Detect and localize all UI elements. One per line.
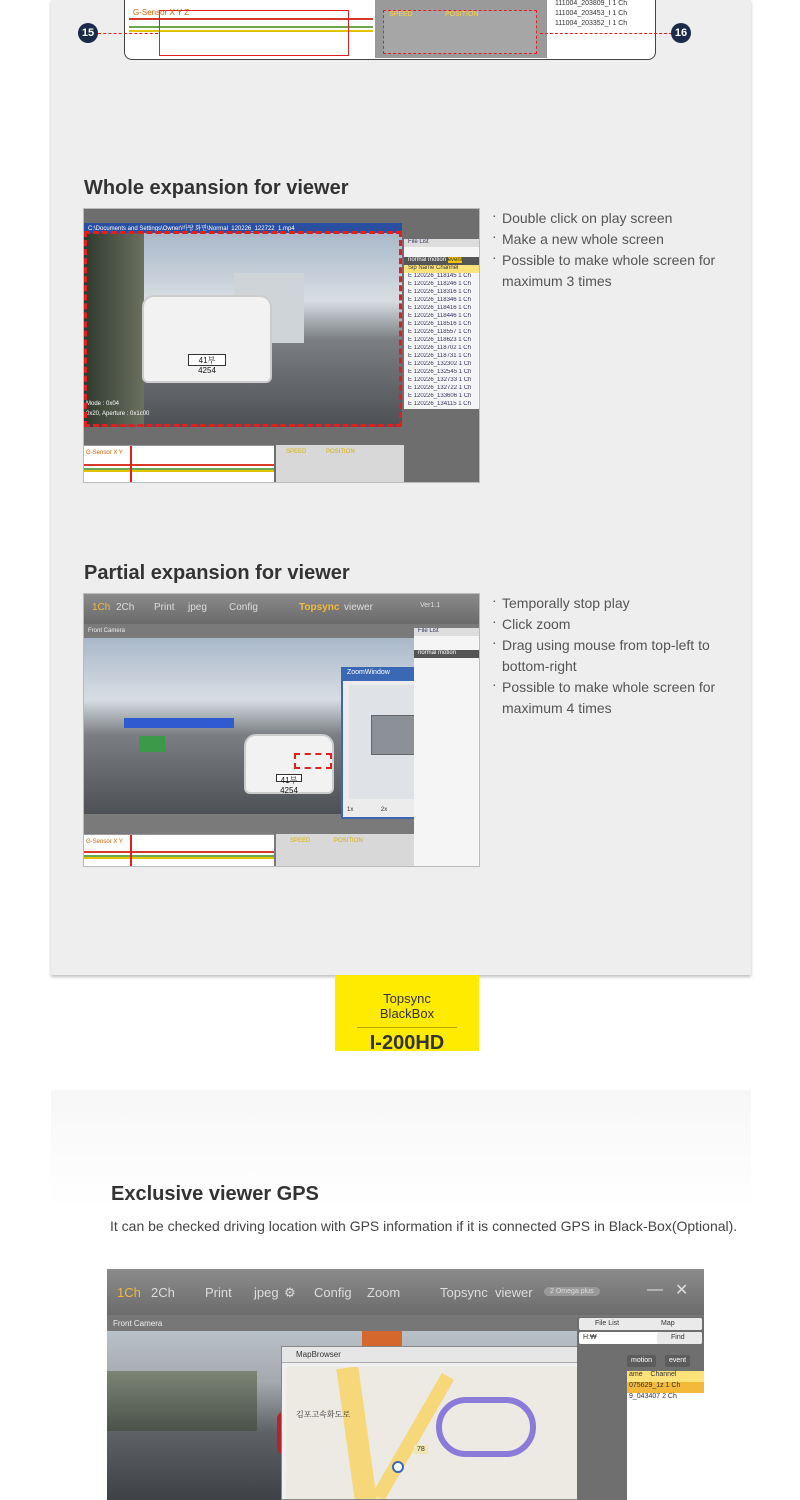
car-image: 41부 4254 (244, 734, 334, 794)
zoom-window-title: ZoomWindow (343, 669, 459, 681)
app-brand-suffix: viewer (495, 1285, 533, 1300)
product-brand: Topsync BlackBox (357, 991, 457, 1028)
list-item[interactable]: E 120226_118702 1 Ch (408, 345, 471, 351)
callout-line-16 (540, 33, 672, 34)
file-row[interactable]: 111004_203352_I 1 Ch (555, 20, 628, 27)
tab-event[interactable]: event (665, 1355, 690, 1367)
callout-badge-15: 15 (78, 23, 98, 43)
file-list (555, 0, 655, 30)
map-button[interactable]: Map (657, 1318, 702, 1330)
list-item[interactable]: E 120226_132733 1 Ch (408, 377, 472, 383)
list-item[interactable]: E 120226_118557 1 Ch (408, 329, 471, 335)
list-item[interactable]: E 120226_132302 1 Ch (408, 361, 472, 367)
map-browser-title: MapBrowser (282, 1347, 625, 1363)
file-list-panel (577, 1317, 704, 1500)
version-badge: 2 Omega plus (544, 1287, 600, 1296)
list-item[interactable]: E 120226_132722 1 Ch (408, 385, 472, 391)
zoom-1x[interactable]: 1x (347, 807, 354, 813)
tab-motion[interactable]: motion (438, 650, 457, 656)
position-label: POSITION (445, 11, 479, 18)
file-list-button[interactable]: File List (579, 1318, 702, 1330)
speed-position-panel: SPEED POSITION (276, 445, 404, 483)
gsensor-label: G-Sensor X Y Z (133, 8, 190, 17)
viewer-titlebar (84, 594, 479, 624)
file-list-panel (404, 239, 480, 409)
list-item[interactable]: E 120226_118446 1 Ch (408, 313, 471, 319)
file-row[interactable]: 111004_203809_I 1 Ch (555, 0, 628, 7)
print-button[interactable]: Print (154, 602, 175, 613)
whole-expansion-bullets (492, 208, 722, 292)
bullet-item: · Double click on play screen (492, 208, 722, 229)
video-window-title: C:\Documents and Settings\Owner\바탕 화면\Normal_120226_122722_1.mp4 (84, 223, 402, 233)
minimize-icon[interactable]: — (647, 1281, 663, 1298)
bullet-item: · Temporally stop play (492, 593, 722, 614)
find-button[interactable]: Find (657, 1332, 702, 1344)
config-button[interactable]: Config (314, 1285, 352, 1300)
route-badge: 78 (414, 1445, 428, 1454)
jpeg-button[interactable]: jpeg (254, 1285, 279, 1300)
callout-badge-16: 16 (671, 23, 691, 43)
config-button[interactable]: Config (229, 602, 258, 613)
speed-label: SPEED (389, 11, 413, 18)
gps-description: It can be checked driving location with GPS information if it is connected GPS in Black-Box(Optional). (110, 1218, 738, 1234)
section-title-gps: Exclusive viewer GPS (111, 1183, 319, 1205)
tab-motion[interactable]: motion (627, 1355, 656, 1367)
video-overlay-aperture: 0x20, Aperture : 0x1c00 (86, 411, 150, 417)
app-brand: Topsync (299, 602, 340, 613)
app-brand-suffix: viewer (344, 602, 373, 613)
section-title-partial-expansion: Partial expansion for viewer (84, 562, 350, 584)
file-list-button[interactable]: File List (404, 239, 480, 247)
app-brand: Topsync (440, 1285, 488, 1300)
map-road-label: 김포고속화도로 (296, 1410, 351, 1419)
list-header: ame Channel (627, 1371, 704, 1382)
expansion-highlight (84, 231, 402, 427)
partial-expansion-screenshot (83, 593, 480, 867)
list-tabs (414, 650, 480, 658)
gear-icon[interactable]: ⚙ (284, 1285, 296, 1300)
file-list (627, 1371, 704, 1500)
list-item[interactable]: E 120226_134115 1 Ch (408, 401, 471, 407)
location-pin-icon (392, 1461, 404, 1473)
bullet-item: · Possible to make whole screen for maximum 4 times (492, 677, 722, 719)
map-browser-window (281, 1346, 626, 1500)
list-item[interactable]: E 120226_118623 1 Ch (408, 337, 471, 343)
map-view[interactable] (286, 1367, 621, 1499)
callout-line-15 (98, 33, 158, 34)
print-button[interactable]: Print (205, 1285, 232, 1300)
list-item[interactable]: E 120226_118516 1 Ch (408, 321, 471, 327)
close-icon[interactable]: ✕ (675, 1282, 689, 1299)
zoom-button[interactable]: Zoom (367, 1285, 401, 1300)
tab-2ch[interactable]: 2Ch (151, 1285, 175, 1300)
list-item[interactable]: 9_043407 2 Ch (629, 1393, 677, 1400)
speed-position-panel (375, 0, 547, 58)
playhead-marker (130, 835, 132, 867)
bullet-item: · Drag using mouse from top-left to bottom-right (492, 635, 722, 677)
list-tabs (404, 257, 480, 265)
zoom-2x[interactable]: 2x (380, 807, 388, 813)
video-overlay-mode: Mode : 0x04 (86, 401, 120, 407)
zoom-selection (294, 753, 332, 769)
playhead-marker (130, 446, 132, 483)
section-title-whole-expansion: Whole expansion for viewer (84, 177, 349, 199)
whole-expansion-screenshot (83, 208, 480, 483)
list-item[interactable]: E 120226_118145 1 Ch (408, 273, 471, 279)
speed-position-panel: SPEED POSITION (276, 834, 414, 867)
jpeg-button[interactable]: jpeg (188, 602, 207, 613)
list-item[interactable]: E 120226_118346 1 Ch (408, 297, 471, 303)
gsensor-graph: G-Sensor X Y (84, 834, 274, 867)
tab-1ch[interactable]: 1Ch (92, 602, 111, 613)
list-header: Sip Name Channel (404, 265, 480, 273)
viewer-diagram (124, 0, 656, 60)
list-item[interactable]: E 120226_118246 1 Ch (408, 281, 471, 287)
list-item[interactable]: 075629_1z 1 Ch (627, 1382, 704, 1393)
file-row[interactable]: 111004_203453_I 1 Ch (555, 10, 628, 17)
gsensor-graph (129, 0, 373, 58)
front-camera-label: Front Camera (88, 628, 126, 634)
tab-normal[interactable]: normal (408, 257, 427, 263)
list-item[interactable]: E 120226_118316 1 Ch (408, 289, 471, 295)
list-item[interactable]: E 120226_118731 1 Ch (408, 353, 471, 359)
search-input[interactable]: H:₩ (579, 1332, 702, 1344)
list-item[interactable]: E 120226_118416 1 Ch (408, 305, 471, 311)
version-label: Ver1.1 (420, 602, 441, 609)
partial-expansion-bullets (492, 593, 722, 719)
gsensor-graph: G-Sensor X Y (84, 445, 274, 483)
tab-event[interactable]: event (447, 257, 463, 263)
list-item[interactable]: E 120226_132545 1 Ch (408, 369, 472, 375)
product-badge (335, 975, 479, 1054)
tab-motion[interactable]: motion (428, 257, 447, 263)
file-list-panel (414, 628, 480, 867)
list-item[interactable]: E 120226_133606 1 Ch (408, 393, 472, 399)
product-model: I-200HD (369, 1032, 445, 1054)
bullet-item: · Click zoom (492, 614, 722, 635)
bullet-item: · Make a new whole screen (492, 229, 722, 250)
tab-2ch[interactable]: 2Ch (116, 602, 135, 613)
file-list-button[interactable]: File List (414, 628, 480, 636)
tab-1ch[interactable]: 1Ch (117, 1285, 141, 1300)
tab-normal[interactable]: normal (418, 650, 437, 656)
front-camera-label: Front Camera (113, 1319, 163, 1328)
car-image: 41부 4254 (142, 295, 272, 383)
viewer-titlebar (107, 1269, 704, 1315)
bullet-item: · Possible to make whole screen for maximum 3 times (492, 250, 722, 292)
